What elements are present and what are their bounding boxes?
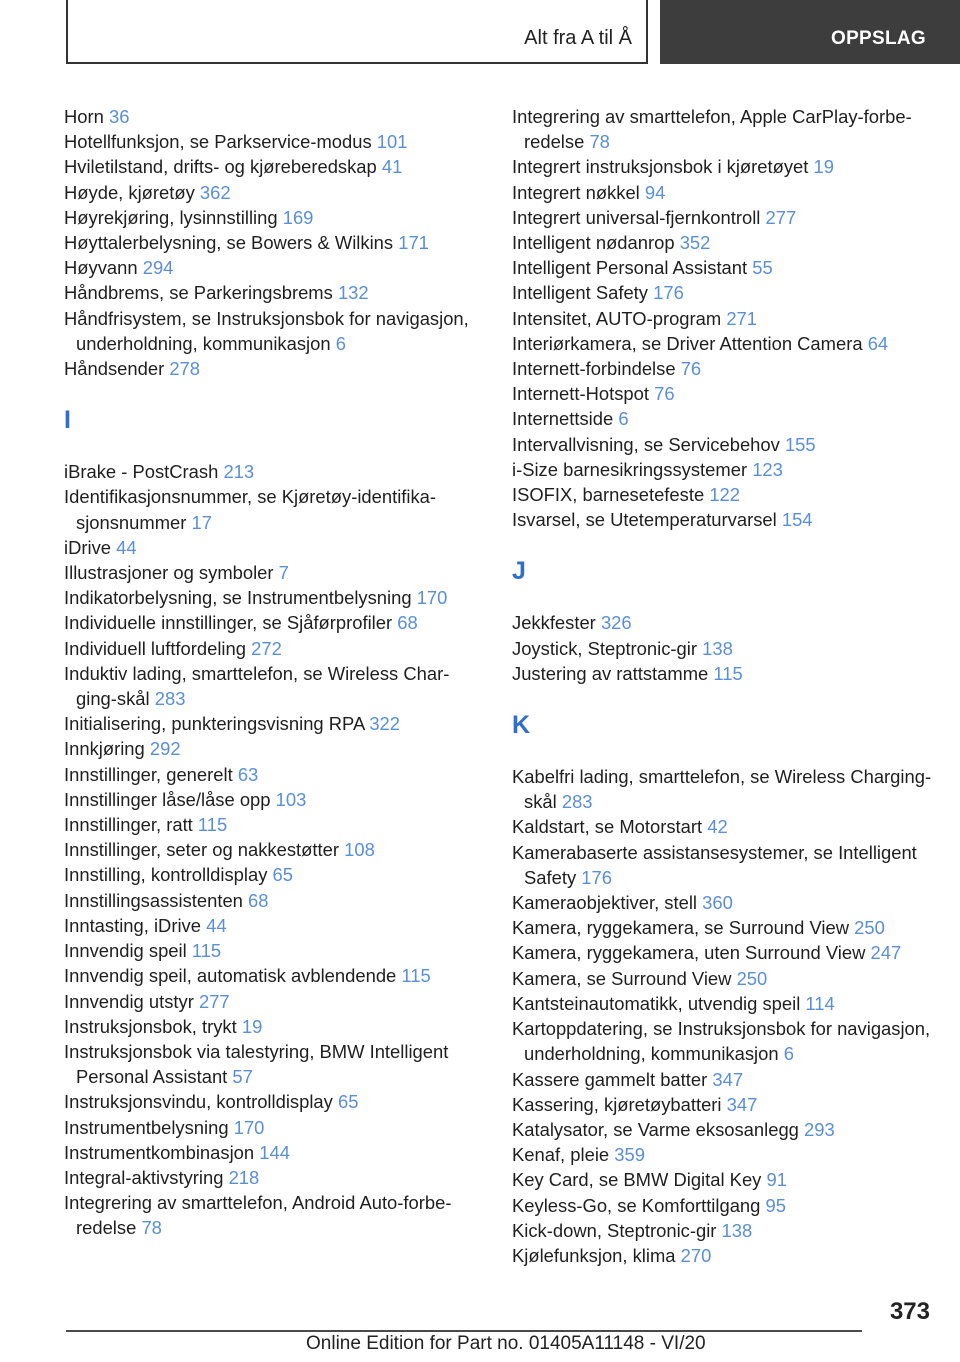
entry-term: Instrumentkombinasjon	[64, 1141, 255, 1163]
index-entry	[64, 560, 484, 585]
index-entry	[512, 432, 932, 457]
index-entry	[512, 1142, 932, 1167]
page-reference-link[interactable]: 115	[191, 940, 222, 962]
index-entry	[512, 991, 932, 1016]
index-entry	[512, 1167, 932, 1192]
entry-term: ISOFIX, barnesetefeste	[512, 484, 705, 506]
page-reference-link[interactable]: 347	[726, 1093, 758, 1115]
page-reference-link[interactable]: 277	[198, 990, 230, 1012]
index-entry	[64, 989, 484, 1014]
entry-term: Håndbrems, se Parkeringsbrems	[64, 282, 333, 304]
page-reference-link[interactable]: 78	[589, 131, 610, 153]
page-reference-link[interactable]: 138	[702, 637, 733, 659]
page-reference-link[interactable]: 270	[680, 1244, 712, 1266]
header-chapter-tab	[660, 0, 960, 64]
index-entry	[512, 507, 932, 532]
entry-term: Instruksjonsbok via talestyring, BMW Intelligent Personal Assistant	[64, 1040, 449, 1088]
page-reference-link[interactable]: 68	[248, 889, 269, 911]
page-reference-link[interactable]: 6	[335, 332, 346, 354]
page-reference-link[interactable]: 108	[344, 839, 375, 861]
page-reference-link[interactable]: 76	[680, 358, 702, 380]
page-reference-link[interactable]: 322	[369, 713, 401, 735]
footer-edition: Online Edition for Part no. 01405A11148 - VI/20	[306, 1333, 706, 1354]
index-entry	[512, 331, 932, 356]
index-entry	[512, 381, 932, 406]
entry-term: Innvendig speil	[64, 940, 187, 962]
index-entry	[512, 104, 932, 154]
entry-term: Innstillingsassistenten	[64, 889, 243, 911]
index-entry	[512, 1067, 932, 1092]
index-entry	[64, 938, 484, 963]
entry-term: Internett-Hotspot	[512, 383, 649, 405]
index-entry	[64, 610, 484, 635]
index-entry	[512, 154, 932, 179]
page-reference-link[interactable]: 326	[600, 612, 632, 634]
entry-term: Høyvann	[64, 257, 138, 279]
entry-term: Innstillinger, generelt	[64, 763, 233, 785]
entry-term: Joystick, Steptronic-gir	[512, 637, 697, 659]
entry-term: Kabelfri lading, smarttelefon, se Wireless Charging-skål	[512, 766, 932, 813]
page-reference-link[interactable]: 65	[272, 864, 294, 886]
page-reference-link[interactable]: 360	[702, 892, 733, 914]
entry-term: Instruksjonsvindu, kontrolldisplay	[64, 1091, 333, 1113]
index-entry	[512, 1218, 932, 1243]
index-entry	[512, 966, 932, 991]
entry-term: Høyttalerbelysning, se Bowers & Wilkins	[64, 232, 394, 254]
page-reference-link[interactable]: 155	[784, 433, 816, 455]
entry-term: Håndfrisystem, se Instruksjonsbok for navigasjon, underholdning, kommunikasjon	[64, 307, 469, 354]
index-entry	[512, 814, 932, 839]
page-reference-link[interactable]: 292	[149, 738, 181, 760]
page-reference-link[interactable]: 19	[813, 156, 834, 178]
index-entry	[64, 736, 484, 761]
index-entry	[64, 837, 484, 862]
index-entry	[512, 915, 932, 940]
entry-term: Integrert nøkkel	[512, 181, 640, 203]
entry-term: Kenaf, pleie	[512, 1144, 610, 1166]
entry-term: Innvendig speil, automatisk avblendende	[64, 965, 397, 987]
section-title: Alt fra A til Å	[524, 26, 632, 49]
page-reference-link[interactable]: 272	[251, 637, 282, 659]
index-entry	[64, 154, 484, 179]
entry-term: Integral-aktivstyring	[64, 1166, 224, 1188]
index-entry	[64, 762, 484, 787]
page-reference-link[interactable]: 115	[401, 965, 431, 987]
entry-term: Hviletilstand, drifts- og kjøreberedskap	[64, 156, 377, 178]
index-column-right	[512, 104, 932, 1268]
page-reference-link[interactable]: 44	[116, 536, 137, 558]
page-number: 373	[889, 1298, 930, 1325]
page-reference-link[interactable]: 78	[141, 1217, 162, 1239]
index-entry	[512, 280, 932, 305]
page-reference-link[interactable]: 171	[398, 232, 429, 254]
entry-term: Katalysator, se Varme eksosanlegg	[512, 1118, 799, 1140]
index-entry	[512, 610, 932, 635]
page-reference-link[interactable]: 101	[376, 131, 408, 153]
page-reference-link[interactable]: 68	[397, 612, 418, 634]
entry-term: Kassere gammelt batter	[512, 1068, 708, 1090]
entry-term: Intensitet, AUTO-program	[512, 307, 722, 329]
entry-term: Induktiv lading, smarttelefon, se Wireless Charging-skål	[64, 662, 450, 710]
entry-term: Instruksjonsbok, trykt	[64, 1015, 237, 1037]
page-reference-link[interactable]: 170	[233, 1116, 265, 1138]
page-reference-link[interactable]: 42	[707, 816, 728, 838]
page-reference-link[interactable]: 154	[781, 509, 813, 531]
page-reference-link[interactable]: 359	[614, 1144, 645, 1166]
index-entry	[64, 963, 484, 988]
index-entry	[64, 255, 484, 280]
page-reference-link[interactable]: 55	[752, 257, 773, 279]
entry-term: Integrert universal-fjernkontroll	[512, 206, 761, 228]
index-entry	[64, 356, 484, 381]
index-entry	[512, 661, 932, 686]
entry-term: Key Card, se BMW Digital Key	[512, 1169, 762, 1191]
index-entry	[512, 205, 932, 230]
section-letter: J	[512, 556, 526, 585]
page-reference-link[interactable]: 7	[278, 562, 289, 584]
entry-term: Jekkfester	[512, 612, 596, 634]
chapter-title: OPPSLAG	[830, 28, 926, 49]
entry-term: Kjølefunksjon, klima	[512, 1244, 676, 1266]
entry-term: Illustrasjoner og symboler	[64, 562, 274, 584]
entry-term: Internettside	[512, 408, 614, 430]
page-reference-link[interactable]: 362	[199, 181, 231, 203]
index-entry	[512, 406, 932, 431]
index-entry	[64, 1190, 484, 1240]
entry-term: iBrake - PostCrash	[64, 461, 219, 483]
index-entry	[512, 890, 932, 915]
entry-term: Intelligent Personal Assistant	[512, 257, 748, 279]
entry-term: Individuelle innstillinger, se Sjåførprofiler	[64, 612, 393, 634]
page-reference-link[interactable]: 138	[721, 1219, 753, 1241]
index-entry	[64, 129, 484, 154]
page-reference-link[interactable]: 44	[206, 914, 227, 936]
entry-term: Høyde, kjøretøy	[64, 181, 195, 203]
entry-term: Innkjøring	[64, 738, 145, 760]
index-entry	[64, 913, 484, 938]
page-reference-link[interactable]: 76	[654, 383, 675, 405]
page-reference-link[interactable]: 218	[228, 1166, 260, 1188]
index-entry	[64, 888, 484, 913]
section-letter: I	[64, 405, 71, 434]
entry-term: Kick-down, Steptronic-gir	[512, 1219, 717, 1241]
index-entry	[64, 104, 484, 129]
index-entry	[64, 585, 484, 610]
page-reference-link[interactable]: 277	[765, 206, 797, 228]
entry-term: Individuell luftfordeling	[64, 637, 246, 659]
index-entry	[64, 1089, 484, 1114]
index-entry	[64, 787, 484, 812]
index-entry	[512, 457, 932, 482]
entry-term: Justering av rattstamme	[512, 662, 709, 684]
index-entry	[512, 764, 932, 814]
page-reference-link[interactable]: 114	[805, 992, 835, 1014]
page-reference-link[interactable]: 283	[561, 791, 593, 813]
page-reference-link[interactable]: 250	[854, 917, 885, 939]
entry-term: Intervallvisning, se Servicebehov	[512, 433, 780, 455]
entry-term: Integrering av smarttelefon, Apple CarPlay-forberedelse	[512, 106, 912, 153]
index-entry	[512, 306, 932, 331]
index-entry	[64, 1165, 484, 1190]
entry-term: Kaldstart, se Motorstart	[512, 816, 703, 838]
page-reference-link[interactable]: 64	[867, 332, 889, 354]
index-entry	[512, 1092, 932, 1117]
page-reference-link[interactable]: 41	[381, 156, 403, 178]
entry-term: Innstillinger låse/låse opp	[64, 788, 271, 810]
footer-divider	[66, 1330, 862, 1332]
page-reference-link[interactable]: 57	[232, 1066, 253, 1088]
entry-term: Integrert instruksjonsbok i kjøretøyet	[512, 156, 809, 178]
page-reference-link[interactable]: 293	[804, 1118, 835, 1140]
entry-term: Identifikasjonsnummer, se Kjøretøy-identifikasjonsnummer	[64, 486, 437, 533]
index-entry	[64, 484, 484, 534]
index-entry	[64, 1115, 484, 1140]
header-section-tab	[66, 0, 648, 64]
index-entry	[64, 812, 484, 837]
page-reference-link[interactable]: 352	[679, 232, 711, 254]
entry-term: Horn	[64, 106, 104, 127]
entry-term: Instrumentbelysning	[64, 1116, 229, 1138]
index-entry	[512, 255, 932, 280]
entry-term: Isvarsel, se Utetemperaturvarsel	[512, 509, 777, 531]
page-reference-link[interactable]: 17	[191, 511, 212, 533]
index-entry	[512, 1243, 932, 1268]
entry-term: Internett-forbindelse	[512, 358, 676, 380]
entry-term: Kamera, ryggekamera, se Surround View	[512, 917, 849, 939]
index-entry	[64, 661, 484, 711]
page-reference-link[interactable]: 19	[241, 1015, 263, 1037]
index-entry	[512, 482, 932, 507]
index-entry	[512, 180, 932, 205]
index-entry	[512, 840, 932, 890]
entry-term: iDrive	[64, 536, 112, 558]
entry-term: Innstillinger, seter og nakkestøtter	[64, 839, 339, 861]
entry-term: Inntasting, iDrive	[64, 914, 201, 936]
entry-term: Intelligent Safety	[512, 282, 648, 304]
page-reference-link[interactable]: 103	[275, 788, 307, 810]
page-reference-link[interactable]: 115	[197, 814, 228, 836]
page-reference-link[interactable]: 36	[109, 106, 130, 127]
index-entry	[64, 862, 484, 887]
page-reference-link[interactable]: 6	[783, 1043, 794, 1065]
page-reference-link[interactable]: 213	[223, 461, 255, 483]
entry-term: Kassering, kjøretøybatteri	[512, 1093, 722, 1115]
index-entry	[64, 636, 484, 661]
page-reference-link[interactable]: 176	[653, 282, 684, 304]
page-reference-link[interactable]: 65	[337, 1091, 359, 1113]
entry-term: Intelligent nødanrop	[512, 232, 675, 254]
page-reference-link[interactable]: 95	[765, 1194, 786, 1216]
index-column-left	[64, 104, 484, 1241]
entry-term: Keyless-Go, se Komforttilgang	[512, 1194, 761, 1216]
index-entry	[64, 535, 484, 560]
index-entry	[512, 636, 932, 661]
page-reference-link[interactable]: 63	[237, 763, 259, 785]
index-entry	[64, 459, 484, 484]
index-entry	[64, 230, 484, 255]
index-entry	[512, 1117, 932, 1142]
index-entry	[64, 711, 484, 736]
page-reference-link[interactable]: 176	[581, 866, 612, 888]
page-reference-link[interactable]: 247	[870, 942, 902, 964]
page-reference-link[interactable]: 169	[282, 206, 314, 228]
entry-term: Høyrekjøring, lysinnstilling	[64, 206, 278, 228]
entry-term: Kamerabaserte assistansesystemer, se Intelligent Safety	[512, 841, 917, 888]
index-entry	[512, 940, 932, 965]
index-entry	[512, 356, 932, 381]
page-reference-link[interactable]: 91	[766, 1169, 787, 1191]
page-reference-link[interactable]: 6	[618, 408, 629, 430]
entry-term: Integrering av smarttelefon, Android Auto-forberedelse	[64, 1192, 452, 1239]
entry-term: Innstillinger, ratt	[64, 814, 193, 836]
entry-term: Kamera, se Surround View	[512, 967, 732, 989]
page-reference-link[interactable]: 132	[337, 282, 369, 304]
entry-term: Interiørkamera, se Driver Attention Camera	[512, 332, 863, 354]
index-entry	[512, 230, 932, 255]
index-entry	[64, 306, 484, 356]
entry-term: Hotellfunksjon, se Parkservice-modus	[64, 131, 372, 153]
entry-term: Kamera, ryggekamera, uten Surround View	[512, 942, 866, 964]
entry-term: Kantsteinautomatikk, utvendig speil	[512, 992, 801, 1014]
index-entry	[64, 205, 484, 230]
entry-term: i-Size barnesikringssystemer	[512, 458, 748, 480]
index-entry	[512, 1193, 932, 1218]
index-entry	[64, 1140, 484, 1165]
page-reference-link[interactable]: 271	[726, 307, 758, 329]
page-reference-link[interactable]: 115	[713, 662, 743, 684]
page-reference-link[interactable]: 294	[142, 257, 174, 279]
page-reference-link[interactable]: 94	[644, 181, 666, 203]
page-reference-link[interactable]: 144	[259, 1141, 290, 1163]
entry-term: Indikatorbelysning, se Instrumentbelysning	[64, 587, 412, 609]
index-entry	[64, 180, 484, 205]
page-reference-link[interactable]: 347	[712, 1068, 744, 1090]
index-entry	[512, 1016, 932, 1066]
page-reference-link[interactable]: 250	[736, 967, 768, 989]
page-reference-link[interactable]: 283	[154, 688, 186, 710]
entry-term: Håndsender	[64, 358, 165, 380]
entry-term: Initialisering, punkteringsvisning RPA	[64, 713, 365, 735]
section-letter: K	[512, 710, 531, 739]
entry-term: Kameraobjektiver, stell	[512, 892, 698, 914]
index-entry	[64, 1014, 484, 1039]
entry-term: Innstilling, kontrolldisplay	[64, 864, 268, 886]
page-reference-link[interactable]: 278	[169, 358, 201, 380]
entry-term: Innvendig utstyr	[64, 990, 194, 1012]
page-reference-link[interactable]: 122	[709, 484, 740, 506]
entry-term: Kartoppdatering, se Instruksjonsbok for navigasjon, underholdning, kommunikasjon	[512, 1018, 931, 1065]
index-entry	[64, 1039, 484, 1089]
page-reference-link[interactable]: 170	[416, 587, 448, 609]
index-entry	[64, 280, 484, 305]
page-reference-link[interactable]: 123	[752, 458, 783, 480]
